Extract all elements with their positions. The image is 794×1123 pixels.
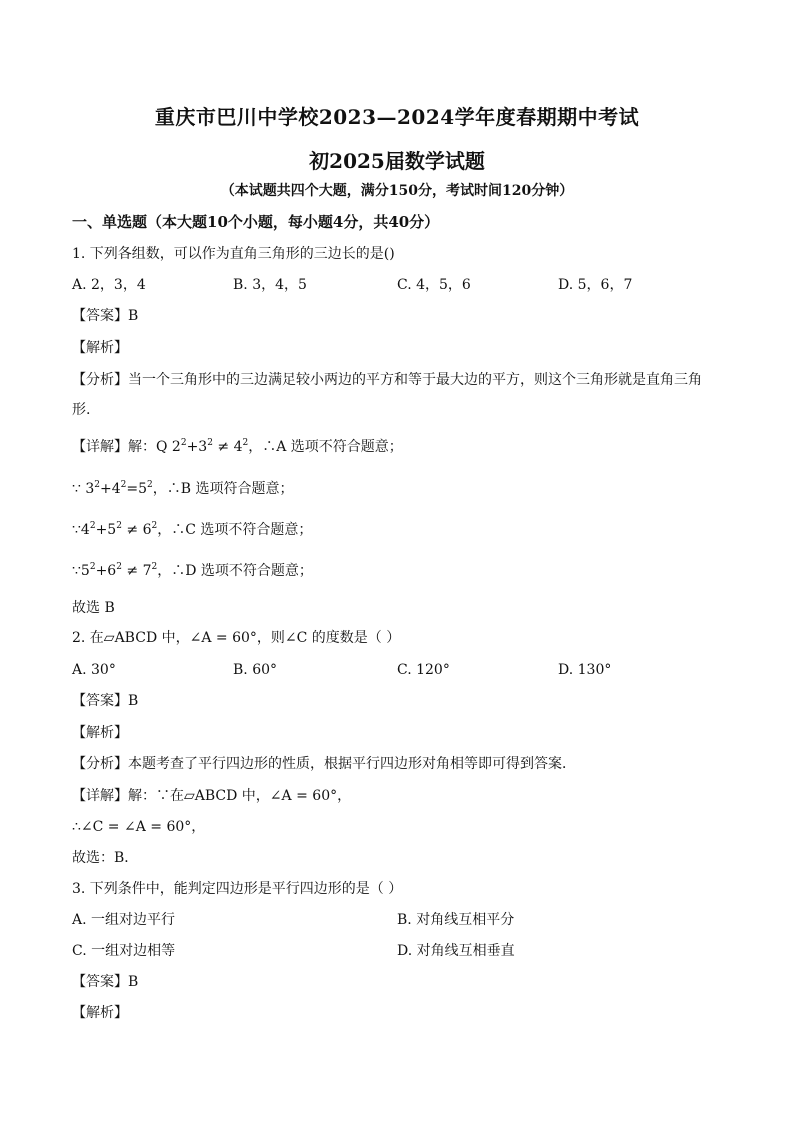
q1-detail-c-prefix: ∵4 <box>72 522 90 538</box>
exponent: 2 <box>151 521 158 531</box>
q2-answer: 【答案】B <box>72 693 139 709</box>
q2-conclusion: 故选：B． <box>72 850 139 866</box>
q1-detail-a-tail: ，∴A 选项不符合题意； <box>248 439 403 455</box>
q2-fenxi: 【分析】本题考查了平行四边形的性质，根据平行四边形对角相等即可得到答案． <box>72 756 576 772</box>
exponent: 2 <box>147 480 153 490</box>
exponent: 2 <box>116 562 122 572</box>
q2-detail-1: 【详解】解：∵在▱ABCD 中，∠A = 60°， <box>72 788 352 804</box>
q1-detail-c-tail: ，∴C 选项不符合题意； <box>157 522 313 538</box>
q2-stem: 2. 在▱ABCD 中，∠A = 60°，则∠C 的度数是（ ） <box>72 630 401 646</box>
q1-detail-a <box>72 437 403 457</box>
q1-detail-a-end: ≠ 4 <box>212 439 243 455</box>
q2-option-c: C. 120° <box>397 662 450 678</box>
q2-jiexi: 【解析】 <box>72 725 128 741</box>
exam-note: （本试题共四个大题，满分150分，考试时间120分钟） <box>220 183 574 199</box>
q1-detail-a-mid: +3 <box>186 439 208 455</box>
exponent: 2 <box>151 562 158 572</box>
q1-detail-a-prefix: 【详解】解：Q 2 <box>72 439 181 455</box>
q1-conclusion: 故选 B <box>72 600 115 616</box>
q1-detail-d-prefix: ∵5 <box>72 563 90 579</box>
q1-option-c: C. 4，5，6 <box>397 277 471 293</box>
q3-jiexi: 【解析】 <box>72 1005 128 1021</box>
q1-detail-d-tail: ，∴D 选项不符合题意； <box>157 563 313 579</box>
q1-stem: 1. 下列各组数，可以作为直角三角形的三边长的是() <box>72 246 395 262</box>
q3-answer: 【答案】B <box>72 974 139 990</box>
q1-answer: 【答案】B <box>72 308 139 324</box>
exponent: 2 <box>120 480 127 490</box>
q1-detail-b-tail: ，∴B 选项符合题意； <box>152 481 294 497</box>
q1-fenxi-line1: 【分析】当一个三角形中的三边满足较小两边的平方和等于最大边的平方，则这个三角形就是直角三角 <box>72 372 702 388</box>
section-heading: 一、单选题（本大题10个小题，每小题4分，共40分） <box>72 213 440 231</box>
q1-jiexi: 【解析】 <box>72 340 128 356</box>
q1-detail-c <box>72 520 312 540</box>
exponent: 2 <box>207 438 213 448</box>
q1-detail-c-mid1: +5 <box>95 522 117 538</box>
q1-fenxi-line2: 形. <box>72 402 91 418</box>
q2-detail-2: ∴∠C = ∠A = 60°， <box>72 819 206 835</box>
q2-option-b: B. 60° <box>233 662 278 678</box>
q3-option-d: D. 对角线互相垂直 <box>397 943 515 959</box>
q1-detail-d <box>72 561 313 581</box>
q1-option-d: D. 5，6，7 <box>558 277 633 293</box>
q1-option-b: B. 3，4，5 <box>233 277 307 293</box>
q3-option-c: C. 一组对边相等 <box>72 943 176 959</box>
exponent: 2 <box>89 521 96 531</box>
exponent: 2 <box>180 438 187 448</box>
exponent: 2 <box>116 521 122 531</box>
q3-option-b: B. 对角线互相平分 <box>397 912 515 928</box>
q1-detail-b-prefix: ∵ 3 <box>72 481 95 497</box>
q1-detail-d-mid2: ≠ 7 <box>121 563 152 579</box>
exponent: 2 <box>94 480 100 490</box>
exam-subtitle: 初2025届数学试题 <box>309 149 485 173</box>
exponent: 2 <box>242 438 249 448</box>
q3-stem: 3. 下列条件中，能判定四边形是平行四边形的是（ ） <box>72 881 403 897</box>
q3-option-a: A. 一组对边平行 <box>72 912 176 928</box>
q1-detail-d-mid1: +6 <box>95 563 117 579</box>
q1-detail-c-mid2: ≠ 6 <box>121 522 152 538</box>
exam-title: 重庆市巴川中学校2023—2024学年度春期期中考试 <box>154 105 640 129</box>
q1-detail-b-mid2: =5 <box>126 481 148 497</box>
q2-option-d: D. 130° <box>558 662 612 678</box>
q1-detail-b-mid1: +4 <box>100 481 121 497</box>
exponent: 2 <box>89 562 96 572</box>
q2-option-a: A. 30° <box>72 662 116 678</box>
q1-detail-b <box>72 479 294 499</box>
q1-option-a: A. 2，3，4 <box>72 277 146 293</box>
